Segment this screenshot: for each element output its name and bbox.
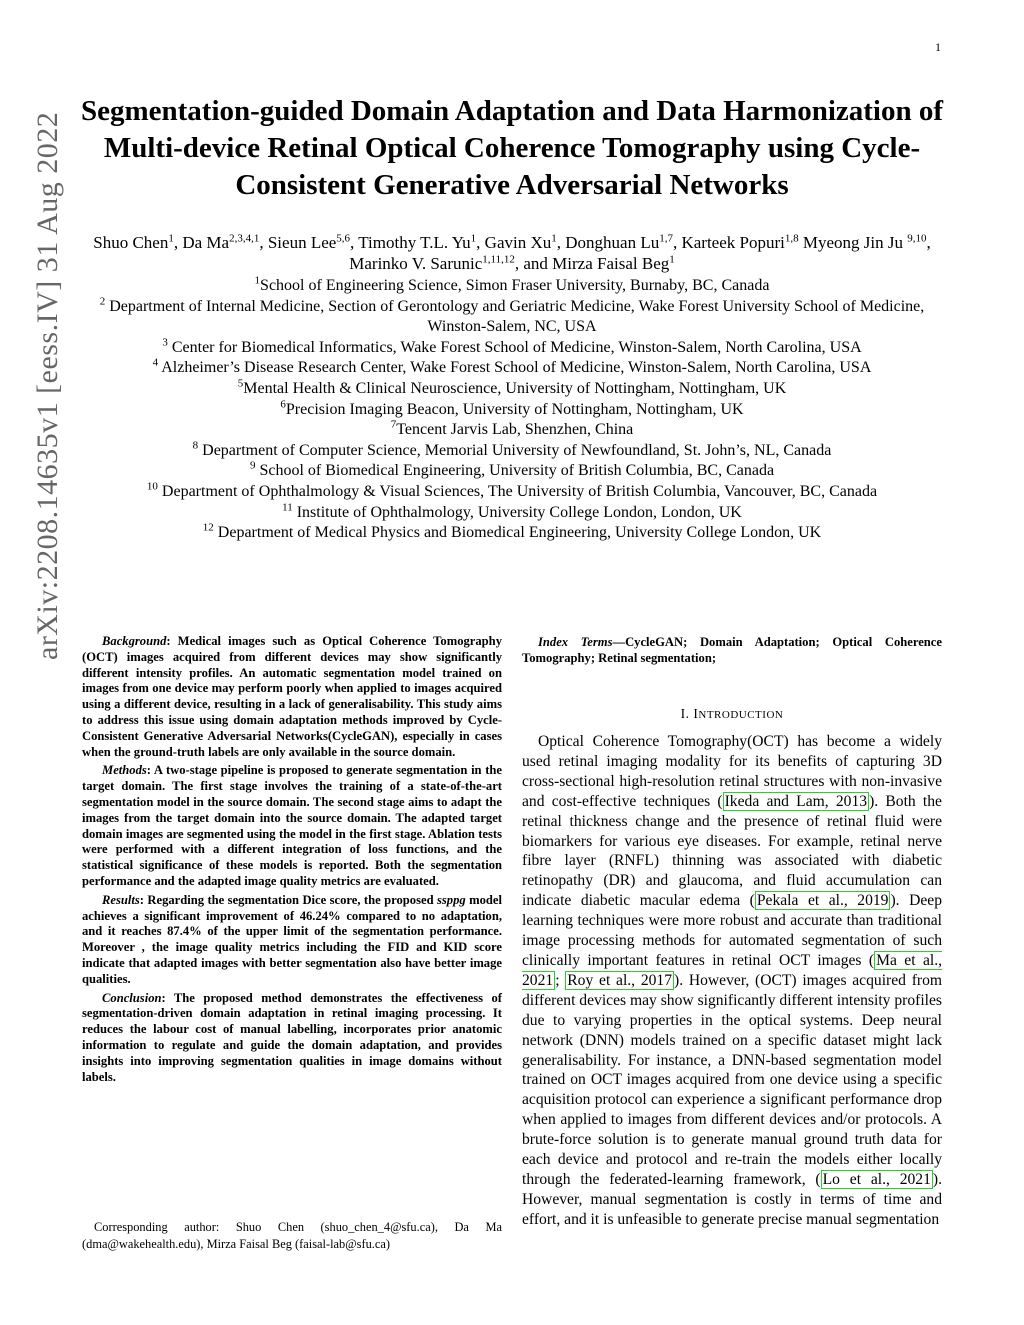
- abstract-background: [82, 634, 502, 760]
- abstract-conclusion: [82, 991, 502, 1086]
- affiliation-text: Department of Medical Physics and Biomedical Engineering, University College London, UK: [213, 524, 822, 542]
- results-label: Results: [102, 892, 140, 907]
- section-title: NTRODUCTION: [698, 709, 784, 721]
- author-name: Sieun Lee: [267, 233, 337, 252]
- affiliation-number: 11: [282, 501, 293, 514]
- intro-text: ). However, manual segmentation is costly in terms of time and effort, and it is unfeasible to generate precise manual segmentation: [522, 1170, 942, 1228]
- author-name: Shuo Chen: [93, 233, 169, 252]
- intro-text: ). Deep learning techniques were more robust and accurate than traditional image processing methods for automated segmentation of such clinically important features in retinal OCT images (: [522, 892, 942, 969]
- affiliation-number: 7: [390, 418, 397, 431]
- author-affiliation-sup: 2,3,4,1: [229, 232, 260, 245]
- author-affiliation-sup: 1: [168, 232, 174, 245]
- author-name: Mirza Faisal Beg: [552, 254, 670, 273]
- affiliation-item: [90, 503, 934, 524]
- affiliation-text: Department of Internal Medicine, Section of Gerontology and Geriatric Medicine, Wake Forest University School of Medicine, Winston-Salem, NC, USA: [105, 297, 925, 336]
- author-name: Timothy T.L. Yu: [358, 233, 471, 252]
- affiliation-number: 5: [237, 377, 244, 390]
- corresponding-author-note: [82, 1219, 502, 1253]
- affiliation-text: School of Engineering Science, Simon Fraser University, Burnaby, BC, Canada: [260, 277, 770, 294]
- affiliation-number: 12: [202, 521, 214, 534]
- affiliation-item: [90, 276, 934, 297]
- intro-text: ;: [555, 971, 566, 989]
- author-affiliation-sup: 1,11,12: [482, 253, 515, 266]
- author-separator: ,: [672, 233, 682, 252]
- citation-link[interactable]: Lo et al., 2021: [822, 1170, 931, 1188]
- results-model-name: ssppg: [437, 892, 466, 907]
- page-number: 1: [935, 40, 941, 54]
- arxiv-stamp[interactable]: arXiv:2208.14635v1 [eess.IV] 31 Aug 2022: [31, 111, 64, 660]
- author-affiliation-sup: 5,6: [336, 232, 351, 245]
- index-terms: [522, 634, 942, 666]
- author-name: Donghuan Lu: [565, 233, 660, 252]
- citation-link[interactable]: Ma et al., 2021: [522, 951, 943, 989]
- results-text-a: : Regarding the segmentation Dice score, the proposed: [139, 892, 437, 907]
- affiliation-number: 6: [280, 398, 286, 411]
- affiliation-number: 3: [162, 336, 168, 349]
- paper-title: Segmentation-guided Domain Adaptation and Data Harmonization of Multi-device Retinal Optical Coherence Tomography using Cycle-Consistent Generative Adversarial Networks: [80, 95, 943, 201]
- author-separator: ,: [350, 233, 359, 252]
- methods-label: Methods: [102, 763, 147, 778]
- affiliation-number: 2: [99, 295, 106, 308]
- citation-link[interactable]: Pekala et al., 2019: [756, 892, 889, 910]
- background-text: : Medical images such as Optical Coherence Tomography (OCT) images acquired from different devices may show significantly different intensity profiles. An automatic segmentation model trained on images from one device may perform poorly when applied to images acquired using a different device, resulting in a lack of generalisability. This study aims to address this issue using domain adaptation methods improved by Cycle-Consistent Generative Adversarial Networks(CycleGAN), especially in cases when the ground-truth labels are only available in the source domain.: [82, 634, 502, 759]
- index-terms-text: —CycleGAN; Domain Adaptation; Optical Coherence Tomography; Retinal segmentation;: [522, 635, 942, 665]
- affiliation-number: 8: [192, 439, 199, 452]
- author-name: Da Ma: [182, 233, 230, 252]
- affiliation-item: [90, 358, 934, 379]
- conclusion-text: : The proposed method demonstrates the effectiveness of segmentation-driven domain adaptation in retinal imaging processing. It reduces the labour cost of manual labelling, incorporates prior anatomic information to regulate and guide the domain adaptation, and provides insights into improving segmentation qualities in image domains without labels.: [82, 990, 502, 1084]
- affiliation-text: Center for Biomedical Informatics, Wake Forest School of Medicine, Winston-Salem, North Carolina, USA: [167, 338, 862, 356]
- affiliation-item: [90, 379, 934, 400]
- citation-link[interactable]: Roy et al., 2017: [567, 971, 673, 989]
- abstract: [82, 634, 502, 1088]
- author-affiliation-sup: 1: [551, 232, 557, 245]
- affiliation-item: [90, 441, 934, 462]
- affiliation-text: Precision Imaging Beacon, University of Nottingham, Nottingham, UK: [285, 400, 744, 418]
- affiliation-number: 4: [152, 357, 159, 370]
- author-affiliation-sup: 9,10: [907, 232, 927, 245]
- author-name: Gavin Xu: [484, 233, 552, 252]
- affiliation-list: [90, 276, 934, 544]
- section-numeral: I. I: [680, 706, 699, 721]
- intro-text: ). Both the retinal thickness change and the presence of retinal fluid were biomarkers for various eye diseases. For example, retinal nerve fibre layer (RNFL) thinning was associated with diabetic retinopathy (DR) and glaucoma, and fluid accumulation can indicate diabetic macular edema (: [522, 792, 942, 910]
- affiliation-text: School of Biomedical Engineering, University of British Columbia, BC, Canada: [255, 462, 775, 480]
- author-separator: , and: [514, 254, 553, 273]
- affiliation-text: Institute of Ophthalmology, University College London, London, UK: [292, 503, 742, 521]
- section-heading: [522, 706, 942, 722]
- author-separator: ,: [556, 233, 566, 252]
- author-affiliation-sup: 1: [669, 253, 675, 266]
- author-separator: ,: [476, 233, 485, 252]
- affiliation-item: [90, 523, 934, 544]
- affiliation-text: Department of Ophthalmology & Visual Sciences, The University of British Columbia, Vancouver, BC, Canada: [157, 482, 878, 500]
- corresponding-text: Corresponding author: Shuo Chen (shuo_chen_4@sfu.ca), Da Ma (dma@wakehealth.edu), Mirza Faisal Beg (faisal-lab@sfu.ca): [82, 1220, 502, 1251]
- author-separator: ,: [173, 233, 183, 252]
- intro-paragraph: [522, 732, 942, 1230]
- author-separator: ,: [259, 233, 268, 252]
- methods-text: : A two-stage pipeline is proposed to generate segmentation in the target domain. The first stage involves the training of a state-of-the-art segmentation model in the source domain. The second stage aims to adapt the images from the target domain into the source domain. The adapted target domain images are segmented using the model in the first stage. Ablation tests were performed with a different integration of loss functions, and the statistical significance of these models is reported. Both the segmentation performance and the adapted image quality metrics are evaluated.: [82, 763, 502, 888]
- affiliation-text: Tencent Jarvis Lab, Shenzhen, China: [396, 421, 634, 439]
- affiliation-item: [90, 297, 934, 338]
- affiliation-text: Department of Computer Science, Memorial University of Newfoundland, St. John’s, NL, Canada: [198, 441, 832, 459]
- author-name: Marinko V. Sarunic: [349, 254, 483, 273]
- abstract-results: [82, 893, 502, 988]
- affiliation-item: [90, 338, 934, 359]
- author-separator: ,: [926, 233, 931, 252]
- affiliation-item: [90, 420, 934, 441]
- index-terms-label: Index Terms: [538, 635, 613, 649]
- affiliation-item: [90, 461, 934, 482]
- affiliation-text: Mental Health & Clinical Neuroscience, University of Nottingham, Nottingham, UK: [243, 379, 787, 397]
- results-text-b: model achieves a significant improvement of 46.24% compared to no adaptation, and it reaches 87.4% of the upper limit of the segmentation performance. Moreover , the image quality metrics including the FID and KID score indicate that adapted images with better segmentation also have better image qualities.: [82, 892, 502, 986]
- right-column: [522, 634, 942, 1230]
- background-label: Background: [102, 634, 167, 648]
- author-affiliation-sup: 1,8: [784, 232, 799, 245]
- author-affiliation-sup: 1: [470, 232, 477, 245]
- affiliation-item: [90, 482, 934, 503]
- citation-link[interactable]: Ikeda and Lam, 2013: [724, 792, 868, 810]
- affiliation-item: [90, 400, 934, 421]
- author-affiliation-sup: 1,7: [659, 232, 673, 245]
- conclusion-label: Conclusion: [102, 990, 162, 1005]
- author-list: [90, 232, 934, 274]
- author-name: Karteek Popuri: [681, 233, 785, 252]
- affiliation-number: 10: [146, 480, 158, 493]
- author-name: Myeong Jin Ju: [802, 233, 908, 252]
- affiliation-number: 1: [254, 274, 261, 287]
- intro-text: ). However, (OCT) images acquired from different devices may show significantly different intensity profiles due to varying properties in the optical systems. Deep neural network (DNN) models trained on a specific dataset might lack generalisability. For instance, a DNN-based segmentation model trained on OCT images acquired from one device using a specific acquisition protocol can experience a significant performance drop when applied to images from different devices and/or protocols. A brute-force solution is to generate manual ground truth data for each device and protocol and re-train the models either locally through the federated-learning framework, (: [522, 971, 943, 1188]
- affiliation-number: 9: [249, 460, 256, 473]
- abstract-methods: [82, 763, 502, 889]
- intro-text: Optical Coherence Tomography(OCT) has become a widely used retinal imaging modality for its benefits of capturing 3D cross-sectional high-resolution retinal structures with non-invasive and cost-effective techniques (: [522, 733, 942, 810]
- affiliation-text: Alzheimer’s Disease Research Center, Wake Forest School of Medicine, Winston-Salem, North Carolina, USA: [158, 359, 872, 377]
